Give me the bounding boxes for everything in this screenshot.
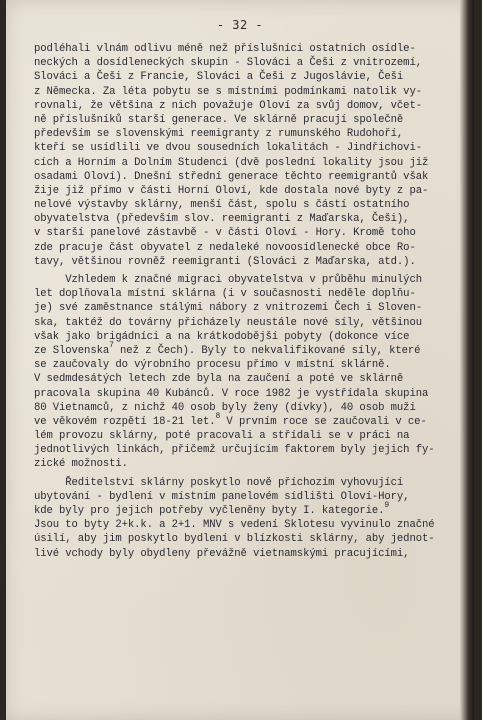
text-line: žije již přímo v části Horní Oloví, kde dostala nové byty z pa-	[34, 184, 429, 197]
text-line: obyvatelstva (především slov. reemigranti z Maďarska, Češi),	[34, 213, 410, 226]
document-body	[34, 42, 454, 561]
text-line: ubytování - bydlení v místním panelovém sídlišti Oloví-Hory,	[34, 490, 410, 503]
text-line: neckých a dosídleneckých skupin - Slováci a Češi z vnitrozemí,	[34, 57, 422, 70]
text-line-with-footnote	[34, 412, 454, 429]
text-line: Slováci a Češi z Francie, Slováci a Češi z Jugoslávie, Češi	[34, 71, 404, 84]
text-line: v starší panelové zástavbě - v části Oloví - Hory. Kromě toho	[34, 227, 416, 240]
text-line: podléhali vlnám odlivu méně než příslušníci ostatních osídle-	[34, 43, 416, 55]
text-line: ska, taktéž do továrny přicházely neustále nové síly, většinou	[34, 316, 422, 329]
text-line: lém provozu sklárny, poté pracovali a střídali se v práci na	[34, 430, 410, 443]
text-line: Jsou to byty 2+k.k. a 2+1. MNV s vedení Sklotesu vyvinulo značné	[34, 519, 435, 532]
text-line: úsilí, aby jim poskytlo bydlení v blízkosti sklárny, aby jednot-	[34, 533, 435, 546]
text-fragment: kde byly pro jejich potřeby vyčleněny byty I. kategorie.	[34, 505, 385, 517]
text-line-with-footnote	[34, 341, 454, 358]
text-line: zické možnosti.	[34, 458, 128, 471]
text-fragment: ve věkovém rozpětí 18-21 let.	[34, 415, 216, 428]
footnote-marker-9: 9	[384, 501, 390, 511]
text-line: 80 Vietnamců, z nichž 40 osob byly ženy (dívky), 40 osob muži	[34, 401, 416, 414]
footnote-marker-8: 8	[215, 412, 221, 422]
book-spine-shadow	[460, 0, 474, 720]
text-line: V sedmdesátých letech zde byla na zaučení a poté ve sklárně	[34, 373, 404, 386]
paragraph-2	[34, 273, 454, 472]
text-line: především se slovenskými reemigranty z rumunského Rudohoří,	[34, 128, 404, 141]
text-line: Ředitelství sklárny poskytlo nově příchozím vyhovující	[34, 476, 404, 489]
footnote-marker-7: 7	[109, 341, 114, 351]
text-fragment: V prvním roce se zaučovali v ce-	[220, 415, 427, 428]
text-line: rovnali, že většina z nich považuje Oloví za svůj domov, včet-	[34, 99, 422, 112]
text-line: let doplňovala místní sklárna (i v současnosti neděle doplňu-	[34, 288, 416, 301]
text-line: však jako brigádníci a na krátkodobější pobyty (dokonce více	[34, 330, 410, 343]
text-line: se zaučovaly do výrobního procesu přímo v místní sklárně.	[34, 359, 391, 372]
paragraph-1	[34, 42, 454, 269]
paragraph-3	[34, 476, 454, 561]
text-line: pracovala skupina 40 Kubánců. V roce 1982 je vystřídala skupina	[34, 387, 429, 400]
text-line: kteří se usídlili ve dvou sousedních lokalitách - Jindřichovi-	[34, 142, 422, 155]
text-line: zde pracuje část obyvatel z nedaleké novoosídlenecké obce Ro-	[34, 241, 416, 254]
text-line: jednotlivých linkách, přičemž určujícím faktorem byly jejich fy-	[34, 444, 435, 457]
text-line: livé vchody byly obydleny převážně vietnamskými pracujícími,	[34, 547, 410, 560]
text-fragment: než z Čech). Byly to nekvalifikované síly, které	[113, 344, 421, 357]
document-page	[6, 0, 474, 720]
text-line: osadami Oloví). Dnešní střední generace těchto reemigrantů však	[34, 170, 429, 183]
text-line: Vzhledem k značné migraci obyvatelstva v průběhu minulých	[34, 274, 422, 286]
text-line-with-footnote	[34, 501, 454, 518]
text-line: je) své zaměstnance stálými nábory z vnitrozemí Čech i Sloven-	[34, 302, 422, 315]
text-line: z Německa. Za léta pobytu se s místními podmínkami natolik vy-	[34, 85, 422, 98]
text-fragment: ze Slovenska	[34, 344, 110, 357]
text-line: cích a Horním a Dolním Studenci (dvě poslední lokality jsou již	[34, 156, 429, 169]
text-line: ně příslušníků starší generace. Ve sklárně pracují společně	[34, 113, 404, 126]
page-number: - 32 -	[216, 18, 264, 32]
text-line: tavy, většinou rovněž reemigranti (Slováci z Maďarska, atd.).	[34, 255, 416, 268]
text-line: nelové výstavby sklárny, menší část, spolu s částí ostatního	[34, 199, 410, 212]
